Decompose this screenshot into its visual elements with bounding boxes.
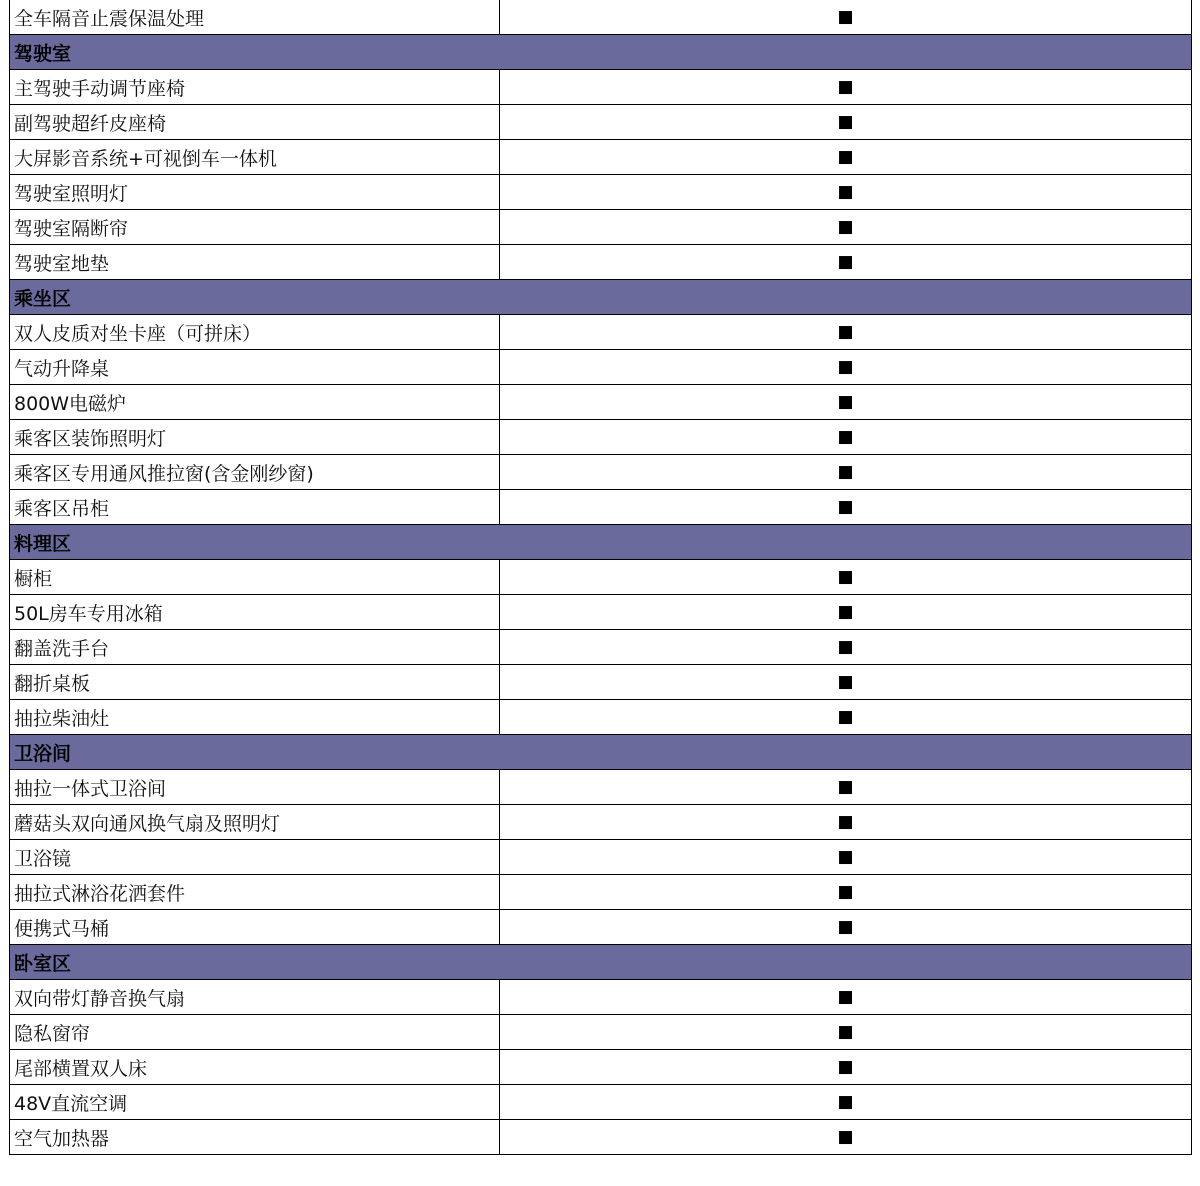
feature-label: 48V直流空调 bbox=[10, 1085, 500, 1120]
feature-label: 800W电磁炉 bbox=[10, 385, 500, 420]
standard-equipment-mark: ■ bbox=[500, 840, 1192, 875]
table-row bbox=[10, 665, 1192, 700]
feature-label: 驾驶室照明灯 bbox=[10, 175, 500, 210]
standard-equipment-mark: ■ bbox=[500, 420, 1192, 455]
table-row bbox=[10, 455, 1192, 490]
standard-equipment-mark: ■ bbox=[500, 700, 1192, 735]
feature-label: 翻折桌板 bbox=[10, 665, 500, 700]
section-header-row bbox=[10, 945, 1192, 980]
feature-label: 主驾驶手动调节座椅 bbox=[10, 70, 500, 105]
feature-label: 50L房车专用冰箱 bbox=[10, 595, 500, 630]
table-row bbox=[10, 630, 1192, 665]
section-title: 驾驶室 bbox=[10, 35, 1192, 70]
feature-label: 卫浴镜 bbox=[10, 840, 500, 875]
table-row bbox=[10, 805, 1192, 840]
standard-equipment-mark: ■ bbox=[500, 1085, 1192, 1120]
standard-equipment-mark: ■ bbox=[500, 1120, 1192, 1155]
table-row bbox=[10, 420, 1192, 455]
standard-equipment-mark: ■ bbox=[500, 1015, 1192, 1050]
table-row bbox=[10, 700, 1192, 735]
standard-equipment-mark: ■ bbox=[500, 630, 1192, 665]
feature-label: 隐私窗帘 bbox=[10, 1015, 500, 1050]
feature-label: 驾驶室隔断帘 bbox=[10, 210, 500, 245]
section-header-row bbox=[10, 525, 1192, 560]
feature-label: 抽拉一体式卫浴间 bbox=[10, 770, 500, 805]
table-row bbox=[10, 1085, 1192, 1120]
table-row bbox=[10, 840, 1192, 875]
standard-equipment-mark: ■ bbox=[500, 315, 1192, 350]
section-title: 卫浴间 bbox=[10, 735, 1192, 770]
table-row bbox=[10, 1050, 1192, 1085]
standard-equipment-mark: ■ bbox=[500, 385, 1192, 420]
table-row bbox=[10, 175, 1192, 210]
feature-label: 抽拉柴油灶 bbox=[10, 700, 500, 735]
table-row bbox=[10, 70, 1192, 105]
table-row bbox=[10, 0, 1192, 35]
section-title: 料理区 bbox=[10, 525, 1192, 560]
feature-label: 翻盖洗手台 bbox=[10, 630, 500, 665]
table-row bbox=[10, 210, 1192, 245]
standard-equipment-mark: ■ bbox=[500, 805, 1192, 840]
section-title: 卧室区 bbox=[10, 945, 1192, 980]
table-row bbox=[10, 770, 1192, 805]
table-row bbox=[10, 1120, 1192, 1155]
feature-label: 双人皮质对坐卡座（可拼床） bbox=[10, 315, 500, 350]
section-header-row bbox=[10, 735, 1192, 770]
table-row bbox=[10, 350, 1192, 385]
feature-label: 大屏影音系统+可视倒车一体机 bbox=[10, 140, 500, 175]
table-row bbox=[10, 910, 1192, 945]
standard-equipment-mark: ■ bbox=[500, 210, 1192, 245]
table-row bbox=[10, 595, 1192, 630]
feature-label: 乘客区专用通风推拉窗(含金刚纱窗) bbox=[10, 455, 500, 490]
feature-label: 双向带灯静音换气扇 bbox=[10, 980, 500, 1015]
section-title: 乘坐区 bbox=[10, 280, 1192, 315]
section-header-row bbox=[10, 280, 1192, 315]
table-row bbox=[10, 140, 1192, 175]
feature-label: 空气加热器 bbox=[10, 1120, 500, 1155]
feature-label: 便携式马桶 bbox=[10, 910, 500, 945]
standard-equipment-mark: ■ bbox=[500, 770, 1192, 805]
feature-label: 副驾驶超纤皮座椅 bbox=[10, 105, 500, 140]
spec-table-body bbox=[10, 0, 1192, 1155]
feature-label: 乘客区吊柜 bbox=[10, 490, 500, 525]
standard-equipment-mark: ■ bbox=[500, 245, 1192, 280]
feature-label: 气动升降桌 bbox=[10, 350, 500, 385]
standard-equipment-mark: ■ bbox=[500, 490, 1192, 525]
standard-equipment-mark: ■ bbox=[500, 0, 1192, 35]
table-row bbox=[10, 980, 1192, 1015]
standard-equipment-mark: ■ bbox=[500, 665, 1192, 700]
feature-label: 全车隔音止震保温处理 bbox=[10, 0, 500, 35]
standard-equipment-mark: ■ bbox=[500, 980, 1192, 1015]
table-row bbox=[10, 105, 1192, 140]
feature-label: 尾部横置双人床 bbox=[10, 1050, 500, 1085]
feature-label: 橱柜 bbox=[10, 560, 500, 595]
spec-table bbox=[9, 0, 1192, 1155]
table-row bbox=[10, 1015, 1192, 1050]
standard-equipment-mark: ■ bbox=[500, 70, 1192, 105]
feature-label: 乘客区装饰照明灯 bbox=[10, 420, 500, 455]
standard-equipment-mark: ■ bbox=[500, 595, 1192, 630]
standard-equipment-mark: ■ bbox=[500, 875, 1192, 910]
standard-equipment-mark: ■ bbox=[500, 1050, 1192, 1085]
feature-label: 蘑菇头双向通风换气扇及照明灯 bbox=[10, 805, 500, 840]
table-row bbox=[10, 560, 1192, 595]
table-row bbox=[10, 490, 1192, 525]
standard-equipment-mark: ■ bbox=[500, 910, 1192, 945]
feature-label: 抽拉式淋浴花洒套件 bbox=[10, 875, 500, 910]
table-row bbox=[10, 315, 1192, 350]
standard-equipment-mark: ■ bbox=[500, 105, 1192, 140]
standard-equipment-mark: ■ bbox=[500, 350, 1192, 385]
table-row bbox=[10, 385, 1192, 420]
section-header-row bbox=[10, 35, 1192, 70]
table-row bbox=[10, 245, 1192, 280]
table-row bbox=[10, 875, 1192, 910]
standard-equipment-mark: ■ bbox=[500, 140, 1192, 175]
standard-equipment-mark: ■ bbox=[500, 560, 1192, 595]
feature-label: 驾驶室地垫 bbox=[10, 245, 500, 280]
standard-equipment-mark: ■ bbox=[500, 175, 1192, 210]
standard-equipment-mark: ■ bbox=[500, 455, 1192, 490]
